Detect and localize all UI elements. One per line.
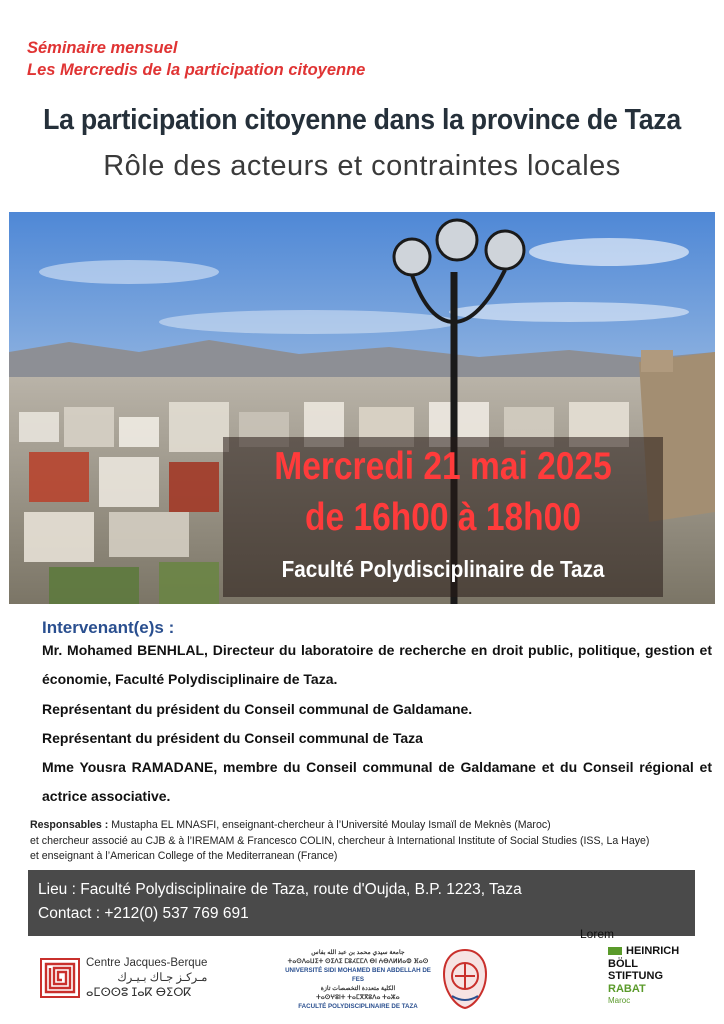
series-title xyxy=(27,37,365,81)
usmba-name: UNIVERSITÉ SIDI MOHAMED BEN ABDELLAH DE FES xyxy=(285,967,431,983)
usmba-arabic-1: جامعة سيدي محمد بن عبد الله بفاس xyxy=(311,949,405,956)
speaker-3-name: Représentant xyxy=(42,730,132,746)
subtitle: Rôle des acteurs et contraintes locales xyxy=(103,150,621,182)
speaker-1 xyxy=(42,636,712,694)
contact-phone: Contact : +212(0) 537 769 691 xyxy=(38,905,249,922)
usmba-wordmark xyxy=(280,948,436,1011)
usmba-tifinagh-1: ⵜⴰⵙⴷⴰⵡⵉⵜ ⵙⵉⴷⵉ ⵎⵓⵃⵎⵎⴷ ⴱⵏ ⵄⴱⴷⵍⵍⴰⵀ ⴼⴰⵙ xyxy=(287,958,429,965)
speaker-2 xyxy=(42,695,712,724)
lorem-text: Lorem xyxy=(580,927,615,941)
cjb-name: Centre Jacques-Berque xyxy=(86,957,208,969)
speaker-2-name: Représentant xyxy=(42,701,132,717)
cjb-arabic: مـركـز جـاك بـيـرك xyxy=(117,972,208,984)
boell-line-5: Maroc xyxy=(608,996,631,1005)
boell-line-2: BÖLL xyxy=(608,957,638,970)
series-line-1: Séminaire mensuel xyxy=(27,39,178,57)
speaker-4-role: membre du Conseil communal de Galdamane et du Conseil régional et actrice associative. xyxy=(42,759,712,804)
speaker-3-role: du président du Conseil communal de Taza xyxy=(131,730,423,746)
usmba-arabic-2: الكلية متعددة التخصصات تازة xyxy=(320,985,396,992)
boell-line-3: STIFTUNG xyxy=(608,970,663,982)
speaker-4-name: Mme Yousra RAMADANE, xyxy=(42,759,218,775)
responsables-line-3: et enseignant à l’American College of the Mediterranean (France) xyxy=(30,850,338,862)
speaker-1-role: Directeur du laboratoire de recherche en droit public, politique, gestion et économie, Faculté Polydisciplinaire de Taza. xyxy=(42,642,712,687)
event-venue: Faculté Polydisciplinaire de Taza xyxy=(281,556,605,582)
university-seal-icon xyxy=(440,946,490,1010)
speaker-3 xyxy=(42,724,712,753)
boell-mark-icon xyxy=(608,947,622,955)
speakers-heading: Intervenant(e)s : xyxy=(42,618,175,637)
location-address: Lieu : Faculté Polydisciplinaire de Taza, route d'Oujda, B.P. 1223, Taza xyxy=(38,881,522,898)
usmba-faculty: FACULTÉ POLYDISCIPLINAIRE DE TAZA xyxy=(298,1003,418,1010)
event-time: de 16h00 à 18h00 xyxy=(305,496,581,539)
boell-line-1: HEINRICH xyxy=(626,945,680,957)
responsables-line-2: et chercheur associé au CJB & à l’IREMAM & Francesco COLIN, chercheur à International Institute of Social Studies (ISS, La Haye) xyxy=(30,834,650,847)
responsables xyxy=(30,818,720,865)
boell-line-4: RABAT xyxy=(608,982,646,995)
cjb-wordmark xyxy=(86,956,207,1001)
speaker-4 xyxy=(42,753,712,811)
main-title: La participation citoyenne dans la province de Taza xyxy=(43,104,681,136)
speaker-2-role: du président du Conseil communal de Galdamane. xyxy=(131,701,473,717)
responsables-line-1: Mustapha EL MNASFI, enseignant-chercheur à l’Université Moulay Ismaïl de Meknès (Maroc) xyxy=(108,819,551,831)
cjb-tifinagh: ⴰⵎⵙⵙⵓ ⵊⴰⴽ ⴱⵉⵔⴽ xyxy=(86,987,192,999)
cjb-logo-icon xyxy=(40,958,80,998)
series-line-2: Les Mercredis de la participation citoyenne xyxy=(27,61,366,79)
responsables-label: Responsables : xyxy=(30,819,109,831)
usmba-tifinagh-2: ⵜⴰⵙⵖⵓⵏⵜ ⵜⴰⵎⴳⴳⵓⴷⴰ ⵜⴰⵣⴰ xyxy=(316,994,400,1001)
event-date: Mercredi 21 mai 2025 xyxy=(274,445,612,488)
speaker-1-name: Mr. Mohamed BENHLAL, xyxy=(42,642,208,658)
boell-logo xyxy=(608,945,679,1008)
